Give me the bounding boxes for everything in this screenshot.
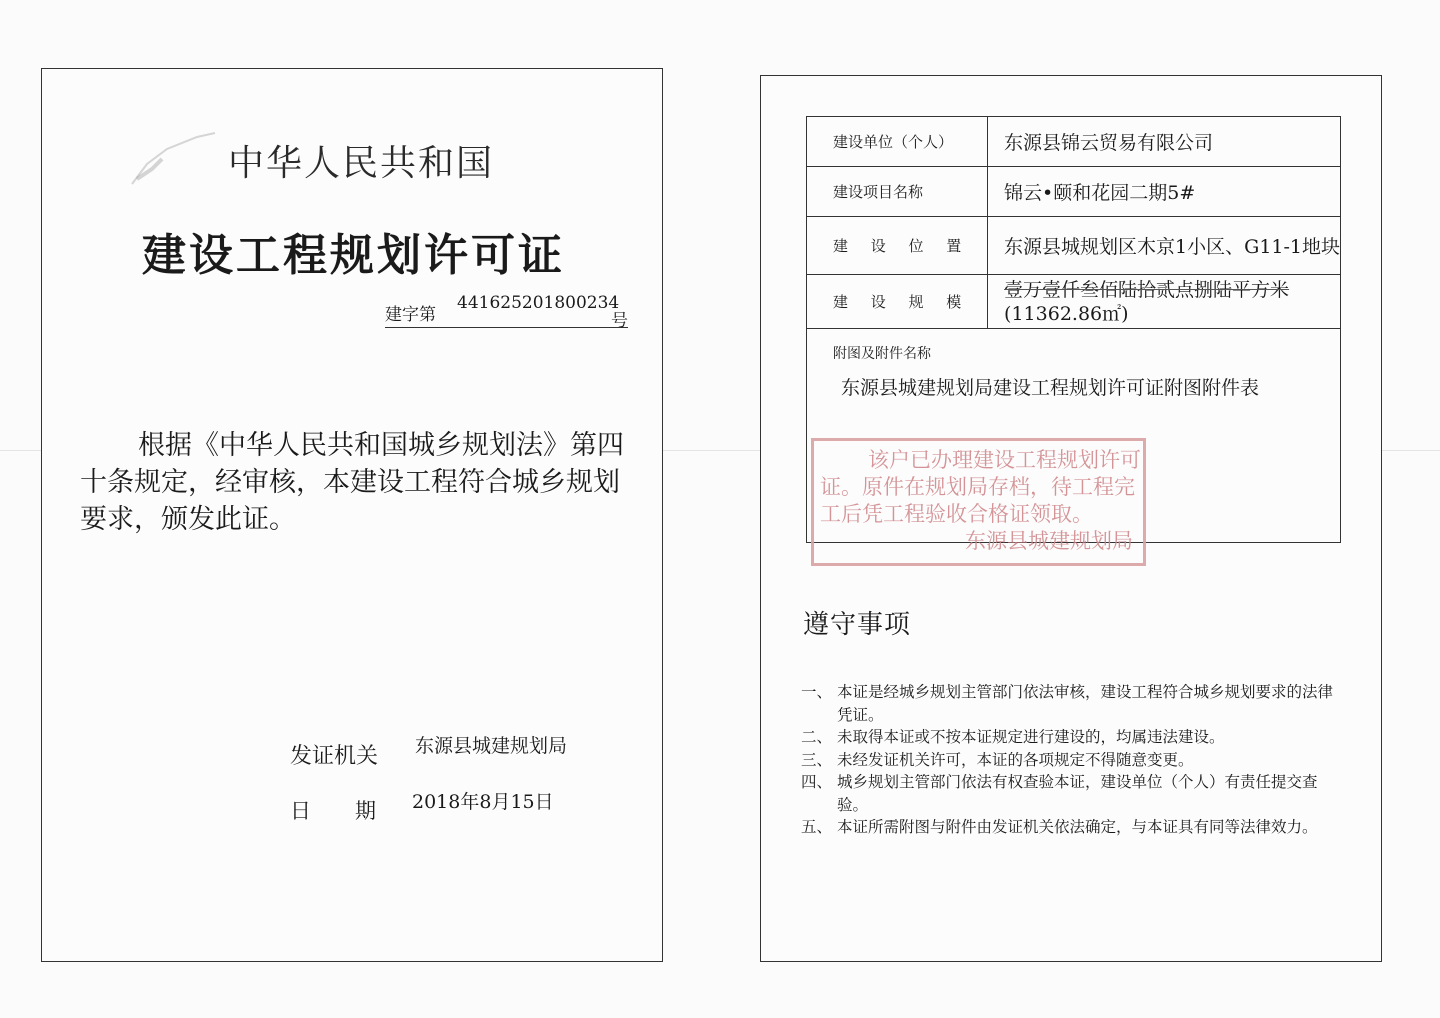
list-item [801,771,1346,816]
table-row [807,167,1341,217]
list-item [801,681,1346,726]
permit-details-panel [760,75,1382,962]
note-text: 未取得本证或不按本证规定进行建设的，均属违法建设。 [837,728,1225,746]
certificate-title: 建设工程规划许可证 [142,230,565,281]
official-stamp [811,438,1146,566]
stamp-line: 东源县城建规划局 [965,529,1133,553]
cert-number-prefix: 建字第 [385,305,436,325]
certificate-number [385,291,628,331]
project-name-label: 建设项目名称 [807,167,988,217]
issue-date: 2018年8月15日 [412,791,554,813]
location-label: 建 设 位 置 [807,217,988,275]
scale-value [988,275,1341,329]
date-label-part1: 日 [290,799,311,823]
scale-text-numeric: (11362.86㎡) [1004,302,1129,325]
scan-smudge [127,129,217,189]
note-text: 本证所需附图与附件由发证机关依法确定，与本证具有同等法律效力。 [837,818,1318,836]
list-marker: 四、 [801,773,833,791]
cert-number-suffix: 号 [611,311,628,331]
scale-text-chinese: 壹万壹仟叁佰陆拾贰点捌陆平方米 [1004,278,1290,301]
issuer-label: 发证机关 [290,744,379,769]
date-label-part2: 期 [355,799,376,823]
stamp-line: 证。原件在规划局存档，待工程完 [820,475,1135,499]
cert-number-value: 441625201800234 [457,293,620,313]
issuer-value: 东源县城建规划局 [415,735,568,757]
list-item [801,749,1346,772]
attachments-label: 附图及附件名称 [833,346,931,362]
list-item [801,816,1346,839]
list-marker: 一、 [801,683,833,701]
table-row [807,275,1341,329]
table-row [807,117,1341,167]
stamp-line: 工后凭工程验收合格证领取。 [820,502,1093,526]
unit-label: 建设单位（个人） [807,117,988,167]
country-name: 中华人民共和国 [228,143,495,184]
table-row [807,217,1341,275]
note-text: 城乡规划主管部门依法有权查验本证，建设单位（个人）有责任提交查验。 [837,773,1318,814]
list-marker: 三、 [801,750,833,769]
note-text: 未经发证机关许可，本证的各项规定不得随意变更。 [837,750,1194,769]
list-item [801,726,1346,749]
date-label [290,795,376,825]
unit-value: 东源县锦云贸易有限公司 [988,117,1341,167]
scale-label: 建 设 规 模 [807,275,988,329]
notes-title: 遵守事项 [803,610,912,640]
list-marker: 五、 [801,818,833,836]
attachments-value: 东源县城建规划局建设工程规划许可证附图附件表 [841,377,1260,399]
permit-cover-panel [41,68,663,962]
stamp-line: 该户已办理建设工程规划许可 [868,448,1141,472]
note-text: 本证是经城乡规划主管部门依法审核，建设工程符合城乡规划要求的法律凭证。 [837,683,1334,724]
list-marker: 二、 [801,728,833,746]
legal-basis-text: 根据《中华人民共和国城乡规划法》第四十条规定，经审核，本建设工程符合城乡规划要求，颁发此证。 [80,430,624,535]
project-name-value: 锦云•颐和花园二期5# [988,167,1341,217]
notes-list [801,681,1346,839]
location-value: 东源县城规划区木京1小区、G11-1地块 [988,217,1341,275]
